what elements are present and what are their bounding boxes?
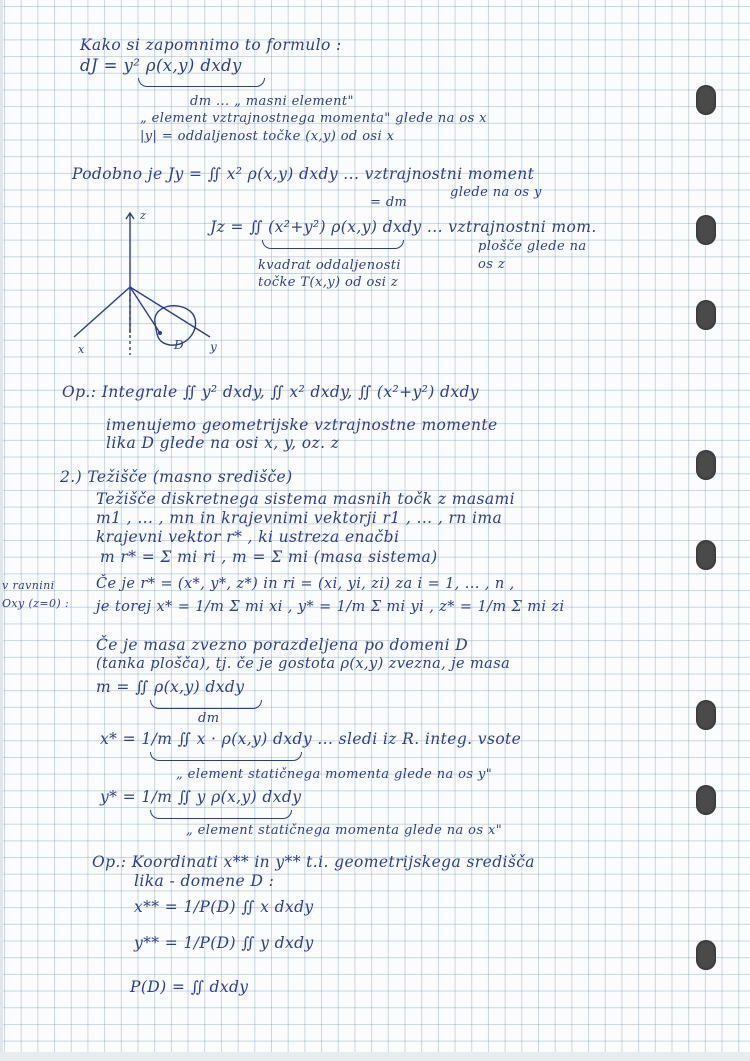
binder-hole	[696, 215, 716, 245]
formula-line: x** = 1/P(D) ∬ x dxdy	[134, 898, 314, 916]
axis-label-x: x	[78, 343, 85, 356]
domain-label: D	[174, 338, 184, 352]
text-line: m1 , ... , mn in krajevnimi vektorji r1 , ... , rn ima	[96, 509, 503, 527]
text-line: krajevni vektor r* , ki ustreza enačbi	[96, 528, 400, 546]
text-line: (tanka plošča), tj. če je gostota ρ(x,y) zvezna, je masa	[96, 656, 511, 672]
formula-line: y* = 1/m ∬ y ρ(x,y) dxdy	[100, 788, 302, 806]
underbrace	[150, 810, 292, 819]
text-line: plošče glede na	[478, 239, 587, 254]
section-heading: 2.) Težišče (masno središče)	[60, 468, 293, 486]
coordinate-axes-diagram	[60, 205, 260, 360]
formula-line: Op.: Integrale ∬ y² dxdy, ∬ x² dxdy, ∬ (x²+y²) dxdy	[62, 383, 479, 401]
page-edge	[0, 0, 3, 1061]
text-line: Op.: Koordinati x** in y** t.i. geometrijskega središča	[92, 853, 535, 871]
formula-line: je torej x* = 1/m Σ mi xi , y* = 1/m Σ mi yi , z* = 1/m Σ mi zi	[96, 599, 565, 615]
binder-hole	[696, 700, 716, 730]
margin-note: Oxy (z=0) :	[2, 597, 70, 610]
text-line: Če je masa zvezno porazdeljena po domeni D	[96, 636, 469, 654]
formula-line: m r* = Σ mi ri , m = Σ mi (masa sistema)	[100, 548, 438, 566]
binder-hole	[696, 940, 716, 970]
axis-label-z: z	[140, 209, 146, 222]
formula-line: m = ∬ ρ(x,y) dxdy	[96, 678, 245, 696]
binder-hole	[696, 85, 716, 115]
annotation: točke T(x,y) od osi z	[258, 275, 399, 290]
text-line: glede na os y	[450, 185, 542, 200]
margin-note: v ravnini	[2, 579, 55, 592]
text-line: os z	[478, 257, 506, 272]
text-line: lika D glede na osi x, y, oz. z	[106, 434, 340, 452]
page-bottom-edge	[0, 1052, 750, 1061]
underbrace	[150, 700, 262, 709]
annotation: „ element statičnega momenta glede na os y"	[176, 767, 493, 782]
text-line: lika - domene D :	[134, 872, 275, 890]
formula-line: dJ = y² ρ(x,y) dxdy	[80, 56, 242, 75]
annotation: = dm	[370, 195, 408, 210]
formula-line: Podobno je Jy = ∬ x² ρ(x,y) dxdy ... vztrajnostni moment	[72, 165, 535, 183]
underbrace	[150, 752, 302, 761]
annotation: „ element statičnega momenta glede na os x"	[186, 823, 503, 838]
formula-line: x* = 1/m ∬ x · ρ(x,y) dxdy ... sledi iz R. integ. vsote	[100, 730, 522, 748]
annotation: kvadrat oddaljenosti	[258, 258, 401, 273]
formula-line: Jz = ∬ (x²+y²) ρ(x,y) dxdy ... vztrajnostni mom.	[210, 218, 597, 236]
text-line: Težišče diskretnega sistema masnih točk z masami	[96, 490, 515, 508]
text-line: „ element vztrajnostnega momenta" glede na os x	[140, 111, 487, 126]
formula-line: Če je r* = (x*, y*, z*) in ri = (xi, yi, zi) za i = 1, ... , n ,	[96, 576, 515, 592]
binder-hole	[696, 785, 716, 815]
binder-hole	[696, 450, 716, 480]
text-line: dm ... „ masni element"	[190, 94, 354, 109]
annotation: dm	[198, 711, 220, 726]
formula-line: y** = 1/P(D) ∬ y dxdy	[134, 934, 314, 952]
underbrace	[262, 240, 404, 249]
binder-hole	[696, 300, 716, 330]
text-line: Kako si zapomnimo to formulo :	[80, 36, 342, 54]
axis-label-y: y	[210, 340, 217, 354]
underbrace	[138, 78, 265, 87]
formula-line: P(D) = ∬ dxdy	[130, 978, 249, 996]
text-line: imenujemo geometrijske vztrajnostne momente	[106, 416, 498, 434]
binder-hole	[696, 540, 716, 570]
text-line: |y| = oddaljenost točke (x,y) od osi x	[140, 129, 395, 144]
